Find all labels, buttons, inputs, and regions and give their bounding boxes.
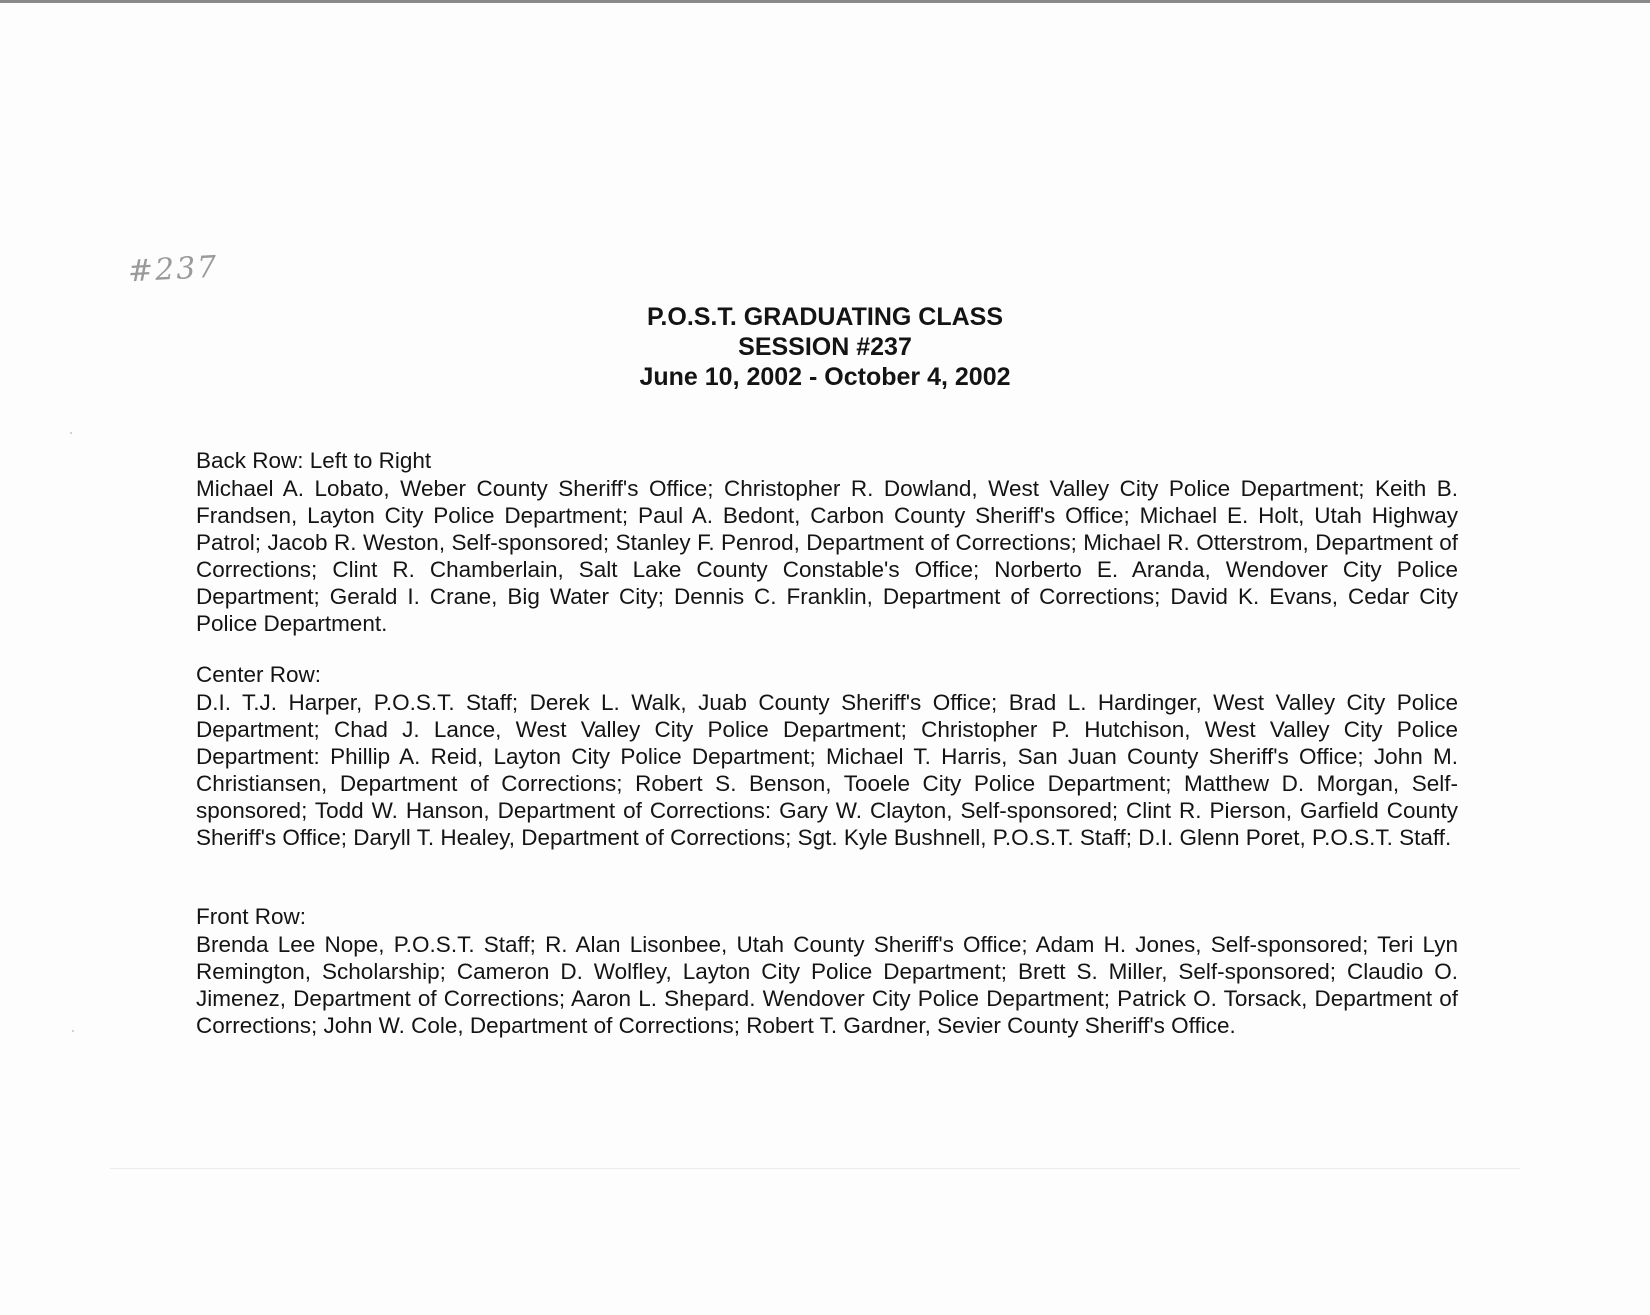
back-row-section: [196, 447, 1458, 637]
front-row-heading: Front Row:: [196, 904, 307, 929]
back-row-names: Michael A. Lobato, Weber County Sheriff's Office; Christopher R. Dowland, West Valley City Police Department; Keith B. Frandsen, Layton City Police Department; Paul A. Bedont, Carbon County Sheriff's Office; Michael E. Holt, Utah Highway Patrol; Jacob R. Weston, Self-sponsored; Stanley F. Penrod, Department of Corrections; Michael R. Otterstrom, Department of Corrections; Clint R. Chamberlain, Salt Lake County Constable's Office; Norberto E. Aranda, Wendover City Police Department; Gerald I. Crane, Big Water City; Dennis C. Franklin, Department of Corrections; David K. Evans, Cedar City Police Department.: [196, 476, 1458, 636]
scan-bottom-line: [110, 1168, 1520, 1169]
handwritten-session-note: #237: [127, 249, 220, 290]
scan-top-edge: [0, 0, 1650, 3]
header-session: SESSION #237: [738, 333, 912, 361]
front-row-names: Brenda Lee Nope, P.O.S.T. Staff; R. Alan Lisonbee, Utah County Sheriff's Office; Adam H. Jones, Self-sponsored; Teri Lyn Remington, Scholarship; Cameron D. Wolfley, Layton City Police Department; Brett S. Miller, Self-sponsored; Claudio O. Jimenez, Department of Corrections; Aaron L. Shepard. Wendover City Police Department; Patrick O. Torsack, Department of Corrections; John W. Cole, Department of Corrections; Robert T. Gardner, Sevier County Sheriff's Office.: [196, 932, 1458, 1038]
front-row-section: [196, 903, 1458, 1039]
header-dates: June 10, 2002 - October 4, 2002: [639, 363, 1011, 391]
center-row-section: [196, 661, 1458, 851]
header-title: P.O.S.T. GRADUATING CLASS: [646, 303, 1004, 331]
scan-speck: [72, 1030, 74, 1032]
scan-speck: [70, 432, 72, 434]
center-row-heading: Center Row:: [196, 662, 322, 687]
back-row-heading: Back Row: Left to Right: [196, 448, 432, 473]
center-row-names: D.I. T.J. Harper, P.O.S.T. Staff; Derek L. Walk, Juab County Sheriff's Office; Brad L. Hardinger, West Valley City Police Department; Chad J. Lance, West Valley City Police Department; Christopher P. Hutchison, West Valley City Police Department: Phillip A. Reid, Layton City Police Department; Michael T. Harris, San Juan County Sheriff's Office; John M. Christiansen, Department of Corrections; Robert S. Benson, Tooele City Police Department; Matthew D. Morgan, Self-sponsored; Todd W. Hanson, Department of Corrections: Gary W. Clayton, Self-sponsored; Clint R. Pierson, Garfield County Sheriff's Office; Daryll T. Healey, Department of Corrections; Sgt. Kyle Bushnell, P.O.S.T. Staff; D.I. Glenn Poret, P.O.S.T. Staff.: [196, 690, 1458, 850]
document-header: [0, 302, 1650, 392]
